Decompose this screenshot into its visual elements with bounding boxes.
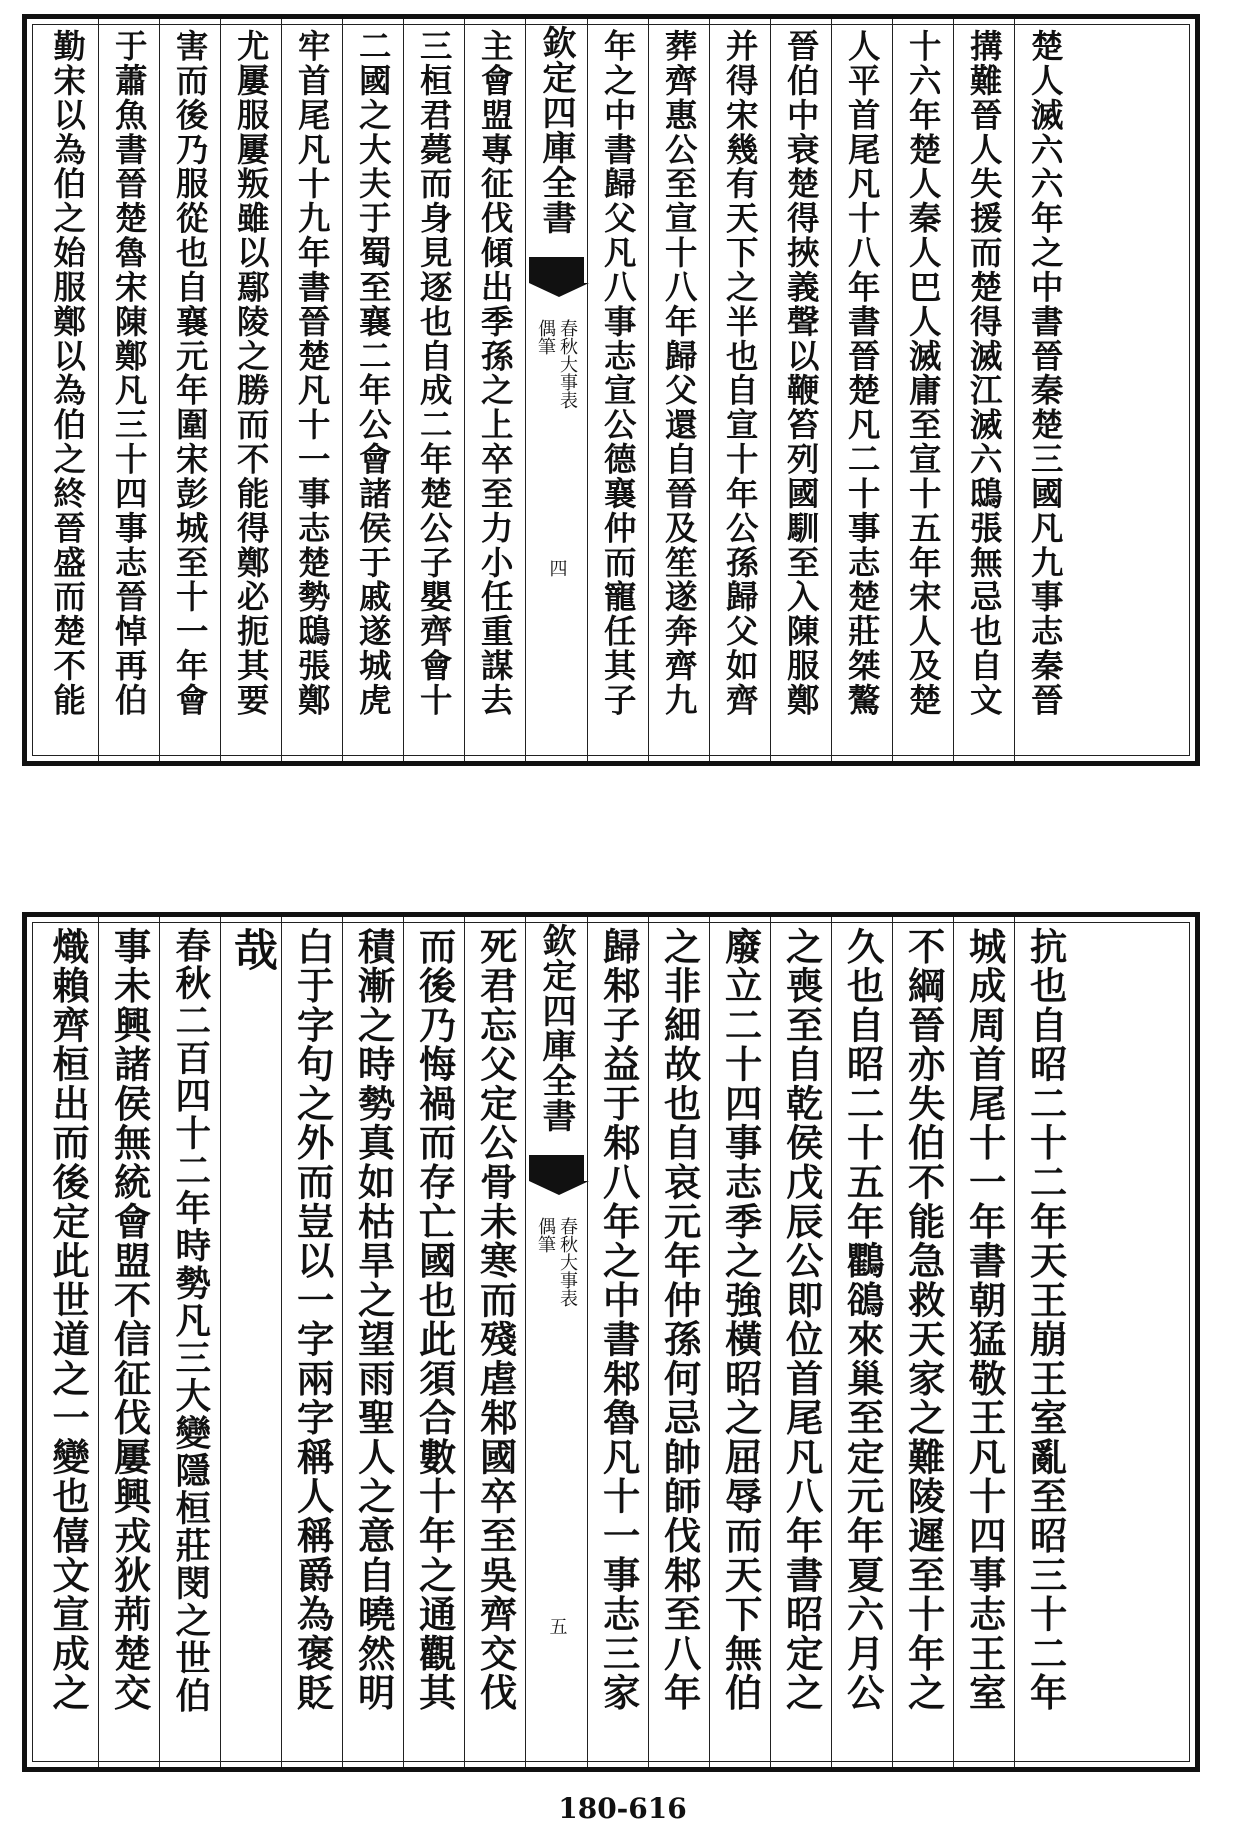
- center-fold-column: [525, 19, 587, 761]
- upper-page: [22, 14, 1200, 766]
- text-column: [831, 917, 892, 1767]
- text-column: [220, 917, 281, 1767]
- column-text: 楚人滅六六年之中書晉秦楚三國凡九事志秦晉: [1026, 29, 1065, 718]
- column-text: 牢首尾凡十九年書晉楚凡十一事志楚勢鴟張鄭: [293, 29, 332, 718]
- column-text: 事未興諸侯無統會盟不信征伐屢興戎狄荊楚交: [107, 927, 152, 1713]
- text-column: [709, 19, 770, 761]
- column-text: 白于字句之外而豈以一字兩字稱人稱爵為褒貶: [290, 927, 335, 1713]
- column-text: 積漸之時勢真如枯旱之望雨聖人之意自曉然明: [351, 927, 396, 1713]
- column-text: 不綱晉亦失伯不能急救天家之難陵遲至十年之: [901, 927, 946, 1713]
- section-title: 偶筆: [535, 1217, 556, 1253]
- text-column: [587, 19, 648, 761]
- center-fold-column: [525, 917, 587, 1767]
- column-text: 熾賴齊桓出而後定此世道之一變也僖文宣成之: [46, 927, 91, 1713]
- column-text: 年之中書歸父凡八事志宣公德襄仲而寵任其子: [599, 29, 638, 718]
- text-column: [770, 19, 831, 761]
- catalog-number: 180-616: [558, 1792, 687, 1825]
- text-column: [953, 917, 1014, 1767]
- fishtail-mark: [529, 257, 584, 283]
- text-column: [220, 19, 281, 761]
- column-text: 葬齊惠公至宣十八年歸父還自晉及笙遂奔齊九: [660, 29, 699, 718]
- section-title: 偶筆: [535, 319, 556, 355]
- column-text: 搆難晉人失援而楚得滅江滅六鴟張無忌也自文: [965, 29, 1004, 718]
- column-text: 之喪至自乾侯戊辰公即位首尾凡八年書昭定之: [779, 927, 824, 1713]
- text-column: [892, 917, 953, 1767]
- column-text: 十六年楚人秦人巴人滅庸至宣十五年宋人及楚: [904, 29, 943, 718]
- column-text: 而後乃悔禍而存亡國也此須合數十年之通觀其: [412, 927, 457, 1713]
- column-text: 于蕭魚書晉楚魯宋陳鄭凡三十四事志晉悼再伯: [110, 29, 149, 718]
- column-text: 之非細故也自哀元年仲孫何忌帥師伐邾至八年: [657, 927, 702, 1713]
- column-text: 三桓君薨而身見逐也自成二年楚公子嬰齊會十: [415, 29, 454, 718]
- text-column: [953, 19, 1014, 761]
- page-number: 四: [546, 559, 568, 577]
- text-column: [892, 19, 953, 761]
- column-text: 抗也自昭二十二年天王崩王室亂至昭三十二年: [1023, 927, 1068, 1713]
- column-text: 并得宋幾有天下之半也自宣十年公孫歸父如齊: [721, 29, 760, 718]
- text-column: [770, 917, 831, 1767]
- page-number: 五: [546, 1617, 568, 1635]
- text-column: [159, 19, 220, 761]
- fishtail-mark: [529, 1155, 584, 1181]
- column-text: 哉: [226, 927, 277, 975]
- text-column: [1014, 19, 1075, 761]
- column-text: 勤宋以為伯之始服鄭以為伯之終晉盛而楚不能: [48, 29, 87, 718]
- text-column: [709, 917, 770, 1767]
- column-text: 主會盟專征伐傾出季孫之上卒至力小任重謀去: [476, 29, 515, 718]
- column-text: 二國之大夫于蜀至襄二年公會諸侯于戚遂城虎: [354, 29, 393, 718]
- text-column: [281, 917, 342, 1767]
- text-column: [98, 19, 159, 761]
- lower-page: [22, 912, 1200, 1772]
- text-column: [281, 19, 342, 761]
- text-column: [159, 917, 220, 1767]
- text-column: [648, 917, 709, 1767]
- book-title: 欽定四庫全書: [536, 25, 576, 235]
- text-column: [37, 19, 98, 761]
- column-text: 害而後乃服從也自襄元年圍宋彭城至十一年會: [171, 29, 210, 718]
- text-column: [98, 917, 159, 1767]
- book-title: 欽定四庫全書: [536, 923, 576, 1133]
- text-column: [342, 19, 403, 761]
- column-text: 城成周首尾十一年書朝猛敬王凡十四事志王室: [962, 927, 1007, 1713]
- column-text: 春秋二百四十二年時勢凡三大變隱桓莊閔之世伯: [169, 927, 211, 1715]
- chapter-title: 春秋大事表: [557, 319, 578, 409]
- text-column: [342, 917, 403, 1767]
- column-text: 歸邾子益于邾八年之中書邾魯凡十一事志三家: [596, 927, 641, 1713]
- text-column: [1014, 917, 1075, 1767]
- column-text: 人平首尾凡十八年書晉楚凡二十事志楚莊桀驁: [843, 29, 882, 718]
- column-text: 廢立二十四事志季之強橫昭之屈辱而天下無伯: [718, 927, 763, 1713]
- text-column: [403, 19, 464, 761]
- column-text: 晉伯中衰楚得挾義聲以鞭笞列國馴至入陳服鄭: [782, 29, 821, 718]
- text-column: [831, 19, 892, 761]
- text-column: [587, 917, 648, 1767]
- text-column: [464, 19, 525, 761]
- text-column: [464, 917, 525, 1767]
- chapter-title: 春秋大事表: [557, 1217, 578, 1307]
- text-column: [403, 917, 464, 1767]
- text-column: [648, 19, 709, 761]
- text-column: [37, 917, 98, 1767]
- column-text: 尤屢服屢叛雖以鄢陵之勝而不能得鄭必扼其要: [232, 29, 271, 718]
- column-text: 死君忘父定公骨未寒而殘虐邾國卒至吳齊交伐: [473, 927, 518, 1713]
- column-text: 久也自昭二十五年鸜鵒來巢至定元年夏六月公: [840, 927, 885, 1713]
